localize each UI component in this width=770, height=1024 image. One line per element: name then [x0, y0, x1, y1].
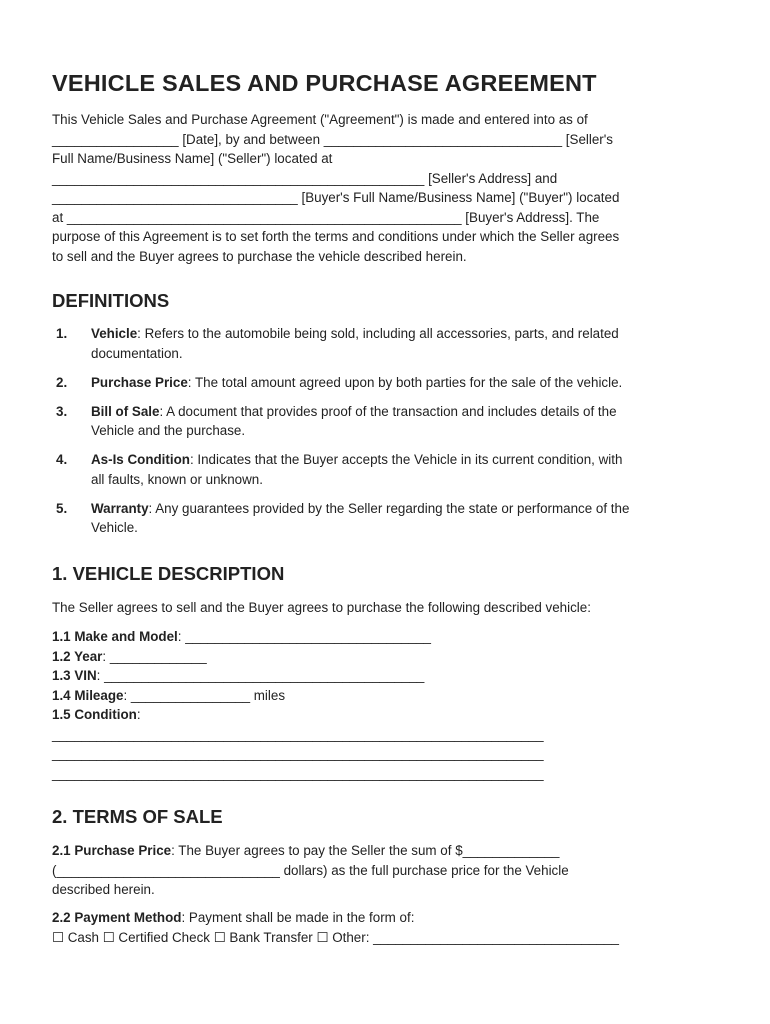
intro-line: __________________________________________________ [Seller's Address] and [52, 170, 558, 186]
definition-term: Purchase Price [91, 374, 188, 390]
clause-text: (______________________________ dollars) as the full purchase price for the Vehicle [52, 862, 569, 878]
definition-text: Vehicle and the purchase. [91, 423, 246, 438]
clause-label: 2.1 Purchase Price [52, 843, 172, 858]
year-field [52, 647, 720, 667]
mileage-field [52, 686, 720, 706]
condition-blank-line: __________________________________________________________________ [52, 765, 544, 781]
vehicle-description-heading: 1. VEHICLE DESCRIPTION [52, 563, 285, 584]
payment-method-clause [52, 908, 720, 947]
intro-paragraph [52, 110, 720, 266]
definitions-list [52, 324, 720, 547]
field-blank: : ___________________________________________ [96, 668, 425, 683]
definition-term: As-Is Condition [91, 452, 190, 467]
definition-text: : The total amount agreed upon by both parties for the sale of the vehicle. [187, 374, 623, 390]
definition-text: : A document that provides proof of the transaction and includes details of the [159, 403, 617, 419]
definition-item [52, 450, 720, 489]
definition-term: Vehicle [91, 326, 138, 341]
intro-line: to sell and the Buyer agrees to purchase the vehicle described herein. [52, 248, 467, 264]
document-title: VEHICLE SALES AND PURCHASE AGREEMENT [52, 70, 597, 96]
intro-line: This Vehicle Sales and Purchase Agreement ("Agreement") is made and entered into as of [52, 112, 588, 127]
definition-text: Vehicle. [91, 520, 138, 535]
definition-text: : Refers to the automobile being sold, including all accessories, parts, and related [137, 326, 619, 341]
purchase-price-clause [52, 841, 720, 900]
field-label: 1.4 Mileage [52, 687, 124, 703]
definition-term: Warranty [91, 500, 149, 516]
definition-number: 1. [56, 326, 68, 341]
definition-item [52, 373, 720, 393]
intro-line: at _____________________________________________________ [Buyer's Address]. The [52, 209, 600, 225]
intro-line: Full Name/Business Name] ("Seller") located at [52, 151, 333, 166]
definition-text: : Indicates that the Buyer accepts the Vehicle in its current condition, with [189, 452, 623, 467]
definition-text: all faults, known or unknown. [91, 471, 263, 487]
make-model-field [52, 627, 720, 647]
clause-label: 2.2 Payment Method [52, 910, 182, 925]
field-label: 1.5 Condition [52, 707, 137, 722]
condition-field [52, 705, 720, 725]
definition-text: documentation. [91, 345, 183, 361]
field-blank: : [136, 707, 141, 722]
definitions-heading: DEFINITIONS [52, 290, 170, 311]
definition-item [52, 402, 720, 441]
clause-text: described herein. [52, 882, 155, 897]
condition-blank-line: __________________________________________________________________ [52, 726, 544, 742]
field-blank: : ________________ miles [123, 687, 286, 703]
intro-line: _________________ [Date], by and between ________________________________ [Seller's [52, 131, 614, 147]
field-label: 1.3 VIN [52, 668, 97, 683]
definition-text: : Any guarantees provided by the Seller regarding the state or performance of the [148, 500, 630, 516]
intro-line: _________________________________ [Buyer's Full Name/Business Name] ("Buyer") located [52, 190, 620, 205]
field-blank: : _____________ [102, 648, 207, 664]
definition-item [52, 324, 720, 363]
vehicle-fields [52, 627, 720, 783]
definition-number: 4. [56, 452, 68, 467]
definition-number: 3. [56, 403, 68, 419]
clause-text: : The Buyer agrees to pay the Seller the sum of $_____________ [171, 843, 560, 858]
clause-text: : Payment shall be made in the form of: [181, 910, 415, 925]
definition-number: 5. [56, 500, 68, 516]
definition-number: 2. [56, 374, 68, 390]
intro-line: purpose of this Agreement is to set forth the terms and conditions under which the Seller agrees [52, 229, 620, 244]
terms-of-sale-heading: 2. TERMS OF SALE [52, 806, 223, 827]
field-blank: : _________________________________ [177, 629, 431, 644]
definition-term: Bill of Sale [91, 403, 160, 419]
field-label: 1.2 Year [52, 648, 103, 664]
field-label: 1.1 Make and Model [52, 629, 178, 644]
vin-field [52, 666, 720, 686]
condition-blank-line: __________________________________________________________________ [52, 746, 544, 761]
definition-item [52, 499, 720, 538]
payment-options: ☐ Cash ☐ Certified Check ☐ Bank Transfer ☐ Other: _________________________________ [52, 929, 619, 945]
vehicle-description-intro: The Seller agrees to sell and the Buyer agrees to purchase the following described vehicle: [52, 600, 591, 615]
